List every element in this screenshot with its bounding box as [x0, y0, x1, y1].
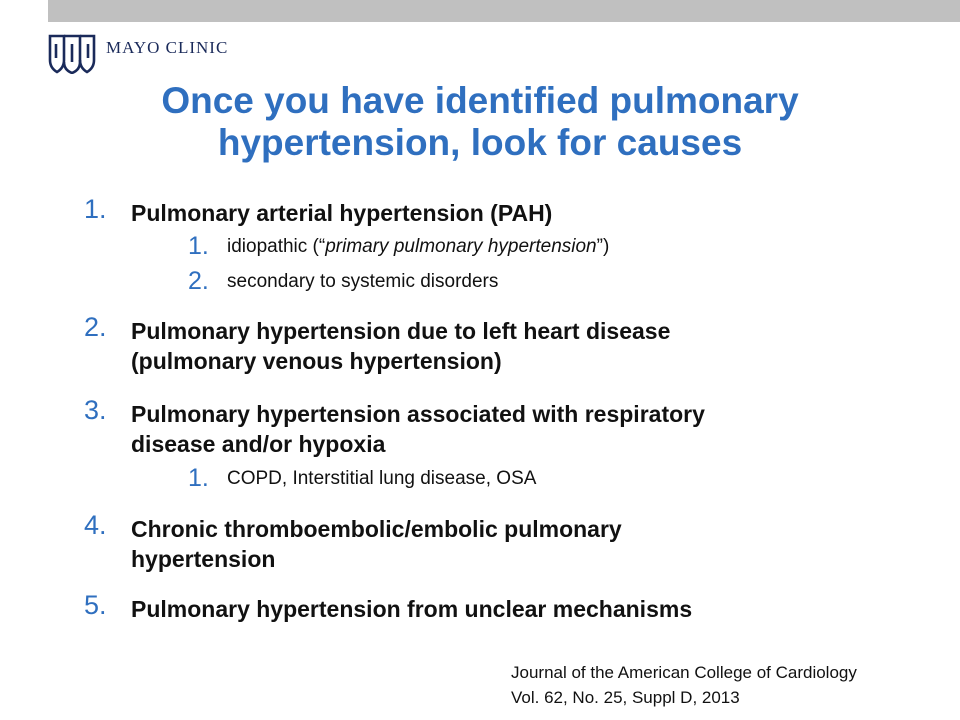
- item-number: 5.: [84, 590, 107, 620]
- title-line-1: Once you have identified pulmonary: [161, 80, 799, 121]
- sub-item-text: secondary to systemic disorders: [227, 271, 499, 292]
- item-number: 2.: [84, 312, 107, 342]
- item-text-line-2: disease and/or hypoxia: [131, 431, 386, 457]
- item-text-line-1: Pulmonary hypertension due to left heart disease: [131, 318, 671, 344]
- sub-item-number: 1.: [188, 464, 209, 492]
- item-text-line-2: (pulmonary venous hypertension): [131, 348, 502, 374]
- top-bar: [48, 0, 960, 22]
- item-number: 4.: [84, 510, 107, 540]
- item-text: Pulmonary arterial hypertension (PAH): [131, 200, 553, 226]
- slide-title: [0, 80, 960, 164]
- sub-item-text: COPD, Interstitial lung disease, OSA: [227, 468, 537, 489]
- sub-item-number: 1.: [188, 232, 209, 260]
- item-text: Pulmonary hypertension from unclear mechanisms: [131, 596, 693, 622]
- logo-text: MAYO CLINIC: [106, 38, 229, 57]
- shield-logo-icon: [47, 32, 97, 74]
- sub-item-text: idiopathic (“primary pulmonary hypertension”): [227, 236, 610, 257]
- item-text-line-2: hypertension: [131, 546, 276, 572]
- item-text-line-1: Pulmonary hypertension associated with respiratory: [131, 401, 705, 427]
- item-number: 1.: [84, 194, 107, 224]
- title-line-2: hypertension, look for causes: [217, 122, 743, 163]
- mayo-clinic-logo: [47, 32, 228, 74]
- citation-line-2: Vol. 62, No. 25, Suppl D, 2013: [511, 688, 740, 707]
- item-number: 3.: [84, 395, 107, 425]
- item-text-line-1: Chronic thromboembolic/embolic pulmonary: [131, 516, 622, 542]
- sub-item-number: 2.: [188, 267, 209, 295]
- citation: [511, 660, 857, 710]
- citation-line-1: Journal of the American College of Cardiology: [511, 663, 857, 682]
